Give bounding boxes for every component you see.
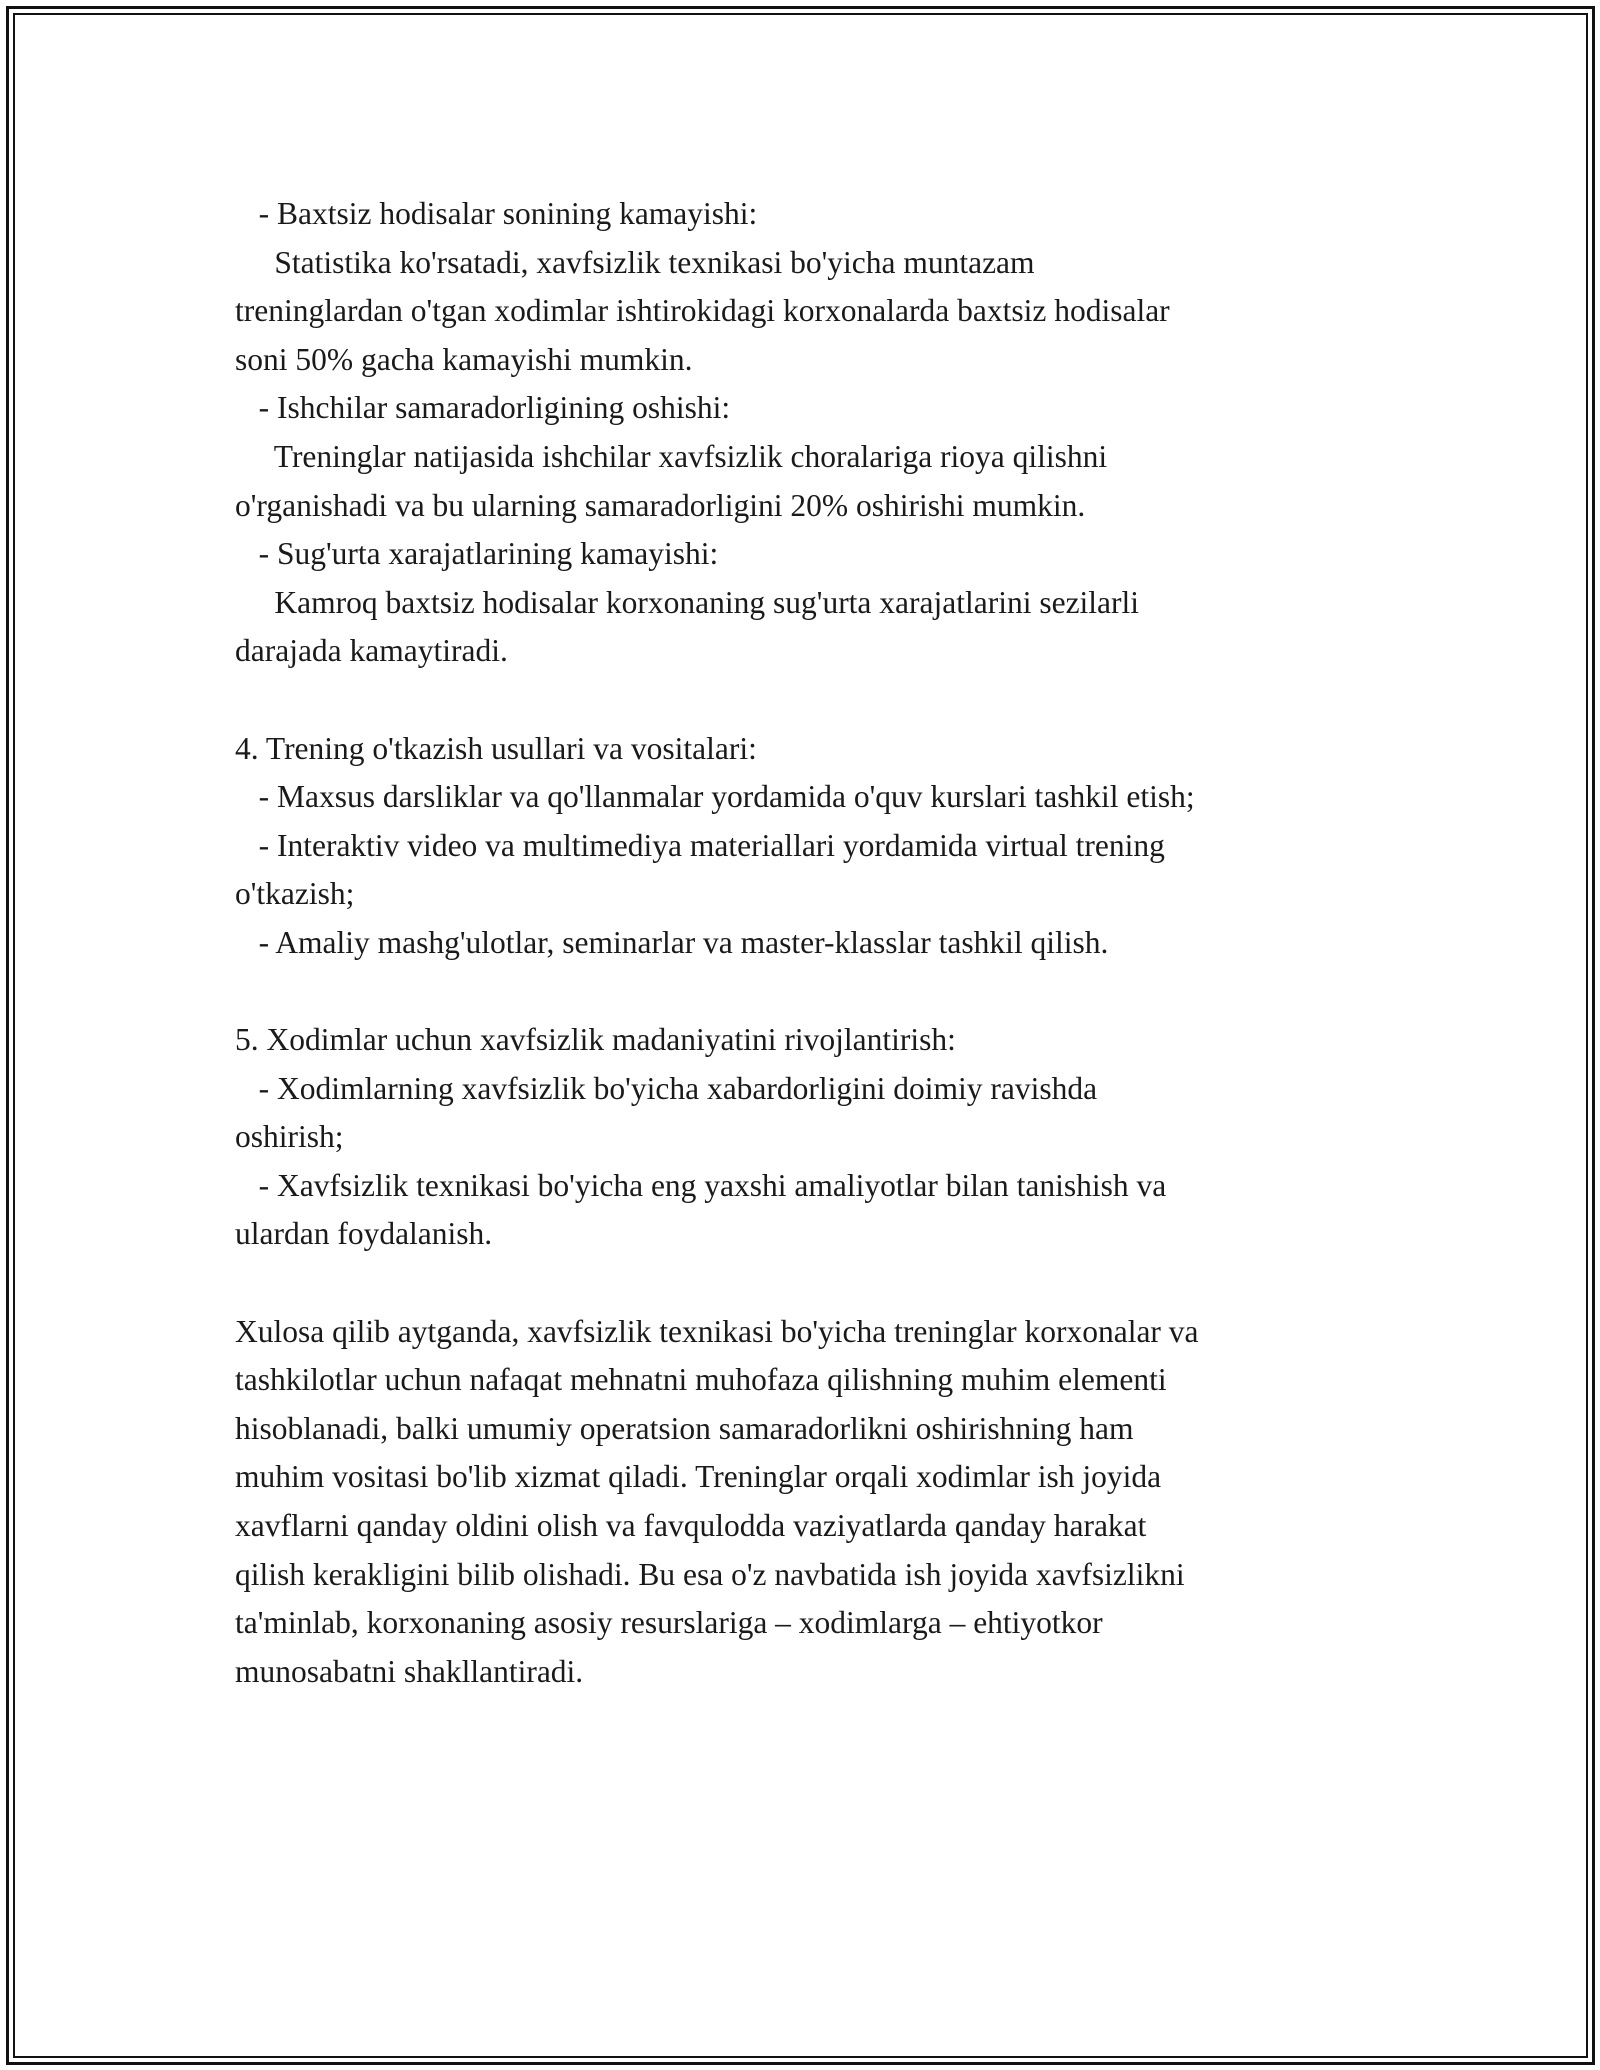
text-line: - Xodimlarning xavfsizlik bo'yicha xabardorligini doimiy ravishda [235,1070,1098,1106]
text-line: Kamroq baxtsiz hodisalar korxonaning sug'urta xarajatlarini sezilarli [235,584,1140,620]
text-line: soni 50% gacha kamayishi mumkin. [235,341,693,377]
conclusion-line: hisoblanadi, balki umumiy operatsion samaradorlikni oshirishning ham [235,1410,1134,1446]
conclusion-line: ta'minlab, korxonaning asosiy resurslariga – xodimlarga – ehtiyotkor [235,1605,1103,1641]
blank-line [235,1259,1415,1308]
text-line: - Xavfsizlik texnikasi bo'yicha eng yaxshi amaliyotlar bilan tanishish va [235,1167,1167,1203]
conclusion-line: xavflarni qanday oldini olish va favqulodda vaziyatlarda qanday harakat [235,1508,1147,1544]
section-heading: 4. Trening o'tkazish usullari va vositalari: [235,730,757,766]
text-line: Statistika ko'rsatadi, xavfsizlik texnikasi bo'yicha muntazam [235,244,1035,280]
text-line: Treninglar natijasida ishchilar xavfsizlik choralariga rioya qilishni [235,438,1108,474]
text-line: o'rganishadi va bu ularning samaradorligini 20% oshirishi mumkin. [235,487,1086,523]
conclusion-line: muhim vositasi bo'lib xizmat qiladi. Treninglar orqali xodimlar ish joyida [235,1459,1162,1495]
text-line: darajada kamaytiradi. [235,633,508,669]
text-line: - Amaliy mashg'ulotlar, seminarlar va master-klasslar tashkil qilish. [235,924,1109,960]
text-line: oshirish; [235,1119,344,1155]
text-line: treninglardan o'tgan xodimlar ishtirokidagi korxonalarda baxtsiz hodisalar [235,293,1170,329]
blank-line [235,968,1415,1017]
conclusion-line: qilish kerakligini bilib olishadi. Bu esa o'z navbatida ish joyida xavfsizlikni [235,1556,1185,1592]
text-line: - Baxtsiz hodisalar sonining kamayishi: [235,196,758,231]
document-body [235,190,1415,1696]
text-line: o'tkazish; [235,876,355,912]
text-line: - Maxsus darsliklar va qo'llanmalar yordamida o'quv kurslari tashkil etish; [235,779,1195,815]
section-heading: 5. Xodimlar uchun xavfsizlik madaniyatini rivojlantirish: [235,1022,956,1058]
conclusion-line: tashkilotlar uchun nafaqat mehnatni muhofaza qilishning muhim elementi [235,1362,1167,1398]
conclusion-line: Xulosa qilib aytganda, xavfsizlik texnikasi bo'yicha treninglar korxonalar va [235,1313,1199,1349]
text-line: ulardan foydalanish. [235,1216,493,1252]
blank-line [235,676,1415,725]
text-line: - Ishchilar samaradorligining oshishi: [235,390,731,426]
text-line: - Interaktiv video va multimediya materiallari yordamida virtual trening [235,827,1165,863]
conclusion-line: munosabatni shakllantiradi. [235,1653,584,1689]
text-line: - Sug'urta xarajatlarining kamayishi: [235,536,719,572]
